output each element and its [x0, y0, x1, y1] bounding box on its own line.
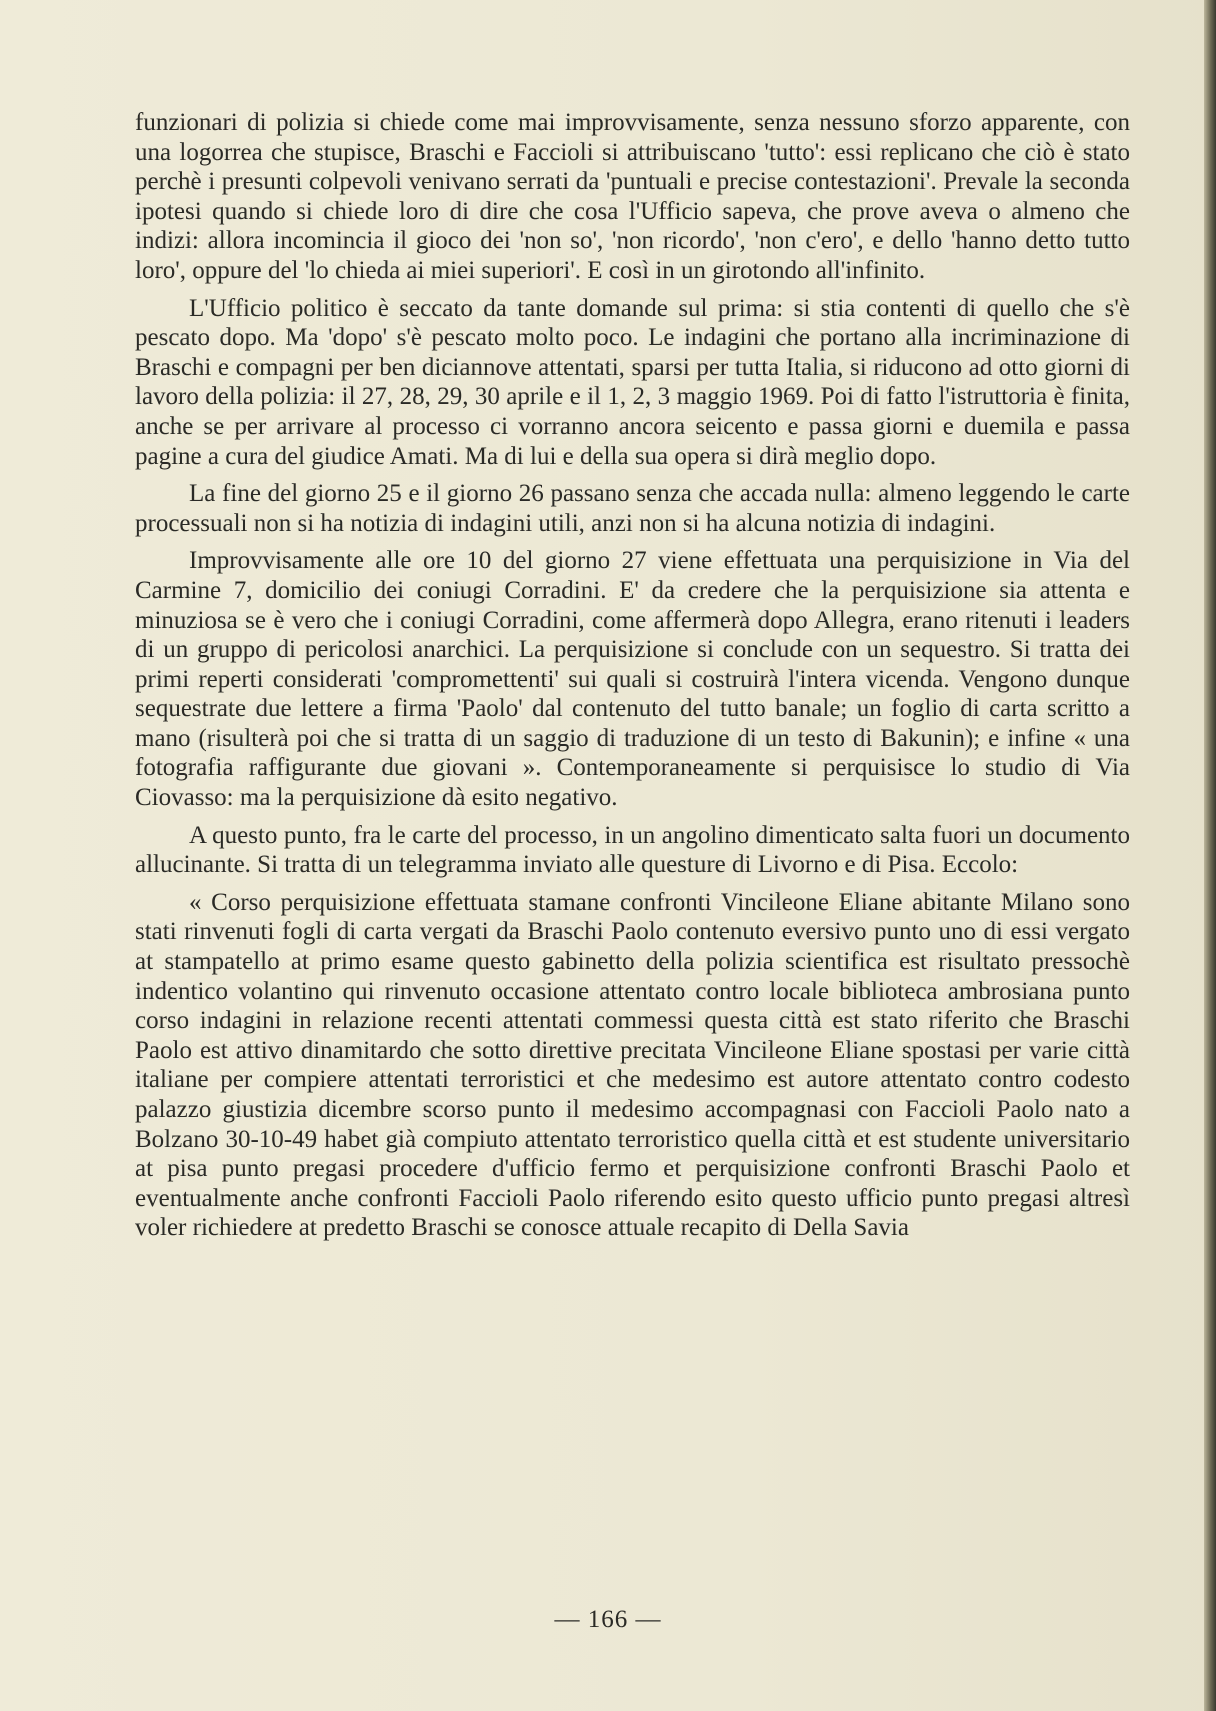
- paragraph-5: A questo punto, fra le carte del processo, in un angolino dimenticato salta fuori un documento allucinante. Si tratta di un telegramma inviato alle questure di Livorno e di Pisa. Eccolo:: [135, 821, 1130, 879]
- paragraph-1: funzionari di polizia si chiede come mai improvvisamente, senza nessuno sforzo apparente, con una logorrea che stupisce, Braschi e Faccioli si attribuiscano 'tutto': essi replicano che ciò è stato perchè i presunti colpevoli venivano serrati da 'puntuali e precise contestazioni'. Prevale la seconda ipotesi quando si chiede loro di dire che cosa l'Ufficio sapeva, che prove aveva o almeno che indizi: allora incomincia il gioco dei 'non so', 'non ricordo', 'non c'ero', e dello 'hanno detto tutto loro', oppure del 'lo chieda ai miei superiori'. E così in un girotondo all'infinito.: [135, 109, 1130, 284]
- body-text: [135, 108, 1130, 1251]
- page-edge-shadow: [1204, 0, 1216, 1711]
- paragraph-2: L'Ufficio politico è seccato da tante domande sul prima: si stia contenti di quello che s'è pescato dopo. Ma 'dopo' s'è pescato molto poco. Le indagini che portano alla incriminazione di Braschi e compagni per ben diciannove attentati, sparsi per tutta Italia, si riducono ad otto giorni di lavoro della polizia: il 27, 28, 29, 30 aprile e il 1, 2, 3 maggio 1969. Poi di fatto l'istruttoria è finita, anche se per arrivare al processo ci vorranno ancora seicento e passa giorni e duemila e passa pagine a cura del giudice Amati. Ma di lui e della sua opera si dirà meglio dopo.: [135, 294, 1130, 470]
- telegram-quote: « Corso perquisizione effettuata stamane confronti Vincileone Eliane abitante Milano sono stati rinvenuti fogli di carta vergati da Braschi Paolo contenuto eversivo punto uno di essi vergato at stampatello at primo esame questo gabinetto della polizia scientifica est risultato pressochè indentico volantino qui rinvenuto occasione attentato contro locale biblioteca ambrosiana punto corso indagini in relazione recenti attentati commessi questa città est stato riferito che Braschi Paolo est attivo dinamitardo che sotto direttive precitata Vincileone Eliane spostasi per varie città italiane per compiere attentati terroristici et che medesimo est autore attentato contro codesto palazzo giustizia dicembre scorso punto il medesimo accompagnasi con Faccioli Paolo nato a Bolzano 30-10-49 habet già compiuto attentato terroristico quella città et est studente universitario at pisa punto pregasi procedere d'ufficio fermo et perquisizione confronti Braschi Paolo et eventualmente anche confronti Faccioli Paolo riferendo esito questo ufficio punto pregasi altresì voler richiedere at predetto Braschi se conosce attuale recapito di Della Savia: [135, 888, 1130, 1242]
- paragraph-4: Improvvisamente alle ore 10 del giorno 27 viene effettuata una perquisizione in Via del Carmine 7, domicilio dei coniugi Corradini. E' da credere che la perquisizione sia attenta e minuziosa se è vero che i coniugi Corradini, come affermerà dopo Allegra, erano ritenuti i leaders di un gruppo di pericolosi anarchici. La perquisizione si conclude con un sequestro. Si tratta dei primi reperti considerati 'compromettenti' sui quali si costruirà l'intera vicenda. Vengono dunque sequestrate due lettere a firma 'Paolo' dal contenuto del tutto banale; un foglio di carta scritto a mano (risulterà poi che si tratta di un saggio di traduzione di un testo di Bakunin); e infine « una fotografia raffigurante due giovani ». Contemporaneamente si perquisisce lo studio di Via Ciovasso: ma la perquisizione dà esito negativo.: [135, 547, 1130, 812]
- page-number: — 166 —: [554, 1606, 662, 1633]
- paragraph-3: La fine del giorno 25 e il giorno 26 passano senza che accada nulla: almeno leggendo le carte processuali non si ha notizia di indagini utili, anzi non si ha alcuna notizia di indagini.: [135, 480, 1130, 537]
